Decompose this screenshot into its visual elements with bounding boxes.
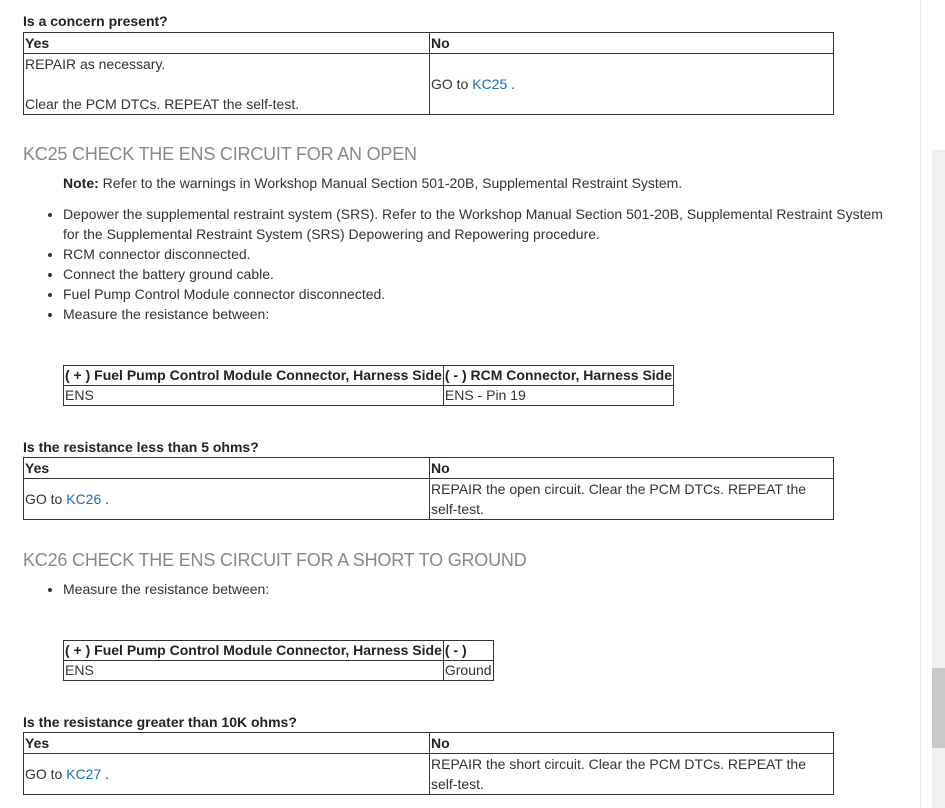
question-resistance-less-5: Is the resistance less than 5 ohms? [23,439,259,455]
pin-cell-negative: ENS - Pin 19 [443,386,673,406]
note-text: Refer to the warnings in Workshop Manual Section 501-20B, Supplemental Restraint System. [98,175,683,191]
yes-action-line-2: Clear the PCM DTCs. REPEAT the self-test. [25,96,300,112]
result-table-short-circuit [23,732,834,795]
question-concern-present: Is a concern present? [23,13,168,29]
vertical-scrollbar[interactable] [920,0,945,808]
pin-header-negative: ( - ) RCM Connector, Harness Side [443,366,673,386]
note-srs-warning [63,173,682,193]
yes-header: Yes [24,733,430,754]
pin-header-positive: ( + ) Fuel Pump Control Module Connector, Harness Side [64,641,444,661]
goto-suffix: . [507,76,516,92]
pin-cell-positive: ENS [64,661,444,681]
result-table-concern [23,32,834,115]
note-label: Note: [63,175,99,191]
pin-cell-negative: Ground [443,661,493,681]
yes-cell [24,479,430,520]
yes-header: Yes [24,33,430,54]
section-title-kc25: KC25 CHECK THE ENS CIRCUIT FOR AN OPEN [23,144,417,164]
no-cell: REPAIR the short circuit. Clear the PCM DTCs. REPEAT the self-test. [430,754,834,795]
scrollbar-thumb[interactable] [932,668,945,748]
goto-suffix: . [101,766,110,782]
pin-table-kc26 [63,640,494,681]
question-resistance-greater-10k: Is the resistance greater than 10K ohms? [23,714,297,730]
pin-cell-positive: ENS [64,386,444,406]
no-header: No [430,458,834,479]
list-item: • Connect the battery ground cable. [63,264,903,284]
kc25-steps-list [42,204,903,324]
yes-header: Yes [24,458,430,479]
list-item: • Measure the resistance between: [63,304,903,324]
link-kc26[interactable]: KC26 [66,491,102,507]
no-header: No [430,733,834,754]
goto-suffix: . [101,491,110,507]
yes-cell [24,754,430,795]
yes-cell [24,54,430,115]
result-table-open-circuit [23,457,834,520]
no-header: No [430,33,834,54]
list-item: • Measure the resistance between: [63,579,903,599]
yes-action-line-1: REPAIR as necessary. [25,56,166,72]
pin-table-kc25 [63,365,674,406]
goto-text: GO to [431,76,473,92]
goto-text: GO to [25,766,67,782]
kc26-steps-list [42,579,903,599]
pin-header-positive: ( + ) Fuel Pump Control Module Connector, Harness Side [64,366,444,386]
list-item: • RCM connector disconnected. [63,244,903,264]
scrollbar-track[interactable] [932,150,945,808]
link-kc25[interactable]: KC25 [472,76,508,92]
no-cell [430,54,834,115]
pin-header-negative: ( - ) [443,641,493,661]
no-cell: REPAIR the open circuit. Clear the PCM DTCs. REPEAT the self-test. [430,479,834,520]
list-item: • Fuel Pump Control Module connector disconnected. [63,284,903,304]
goto-text: GO to [25,491,67,507]
section-title-kc26: KC26 CHECK THE ENS CIRCUIT FOR A SHORT TO GROUND [23,550,527,570]
list-item: • Depower the supplemental restraint system (SRS). Refer to the Workshop Manual Section 501-20B, Supplemental Restraint System for the Supplemental Restraint System (SRS) Depowering and Repowering procedure. [63,204,903,244]
link-kc27[interactable]: KC27 [66,766,102,782]
